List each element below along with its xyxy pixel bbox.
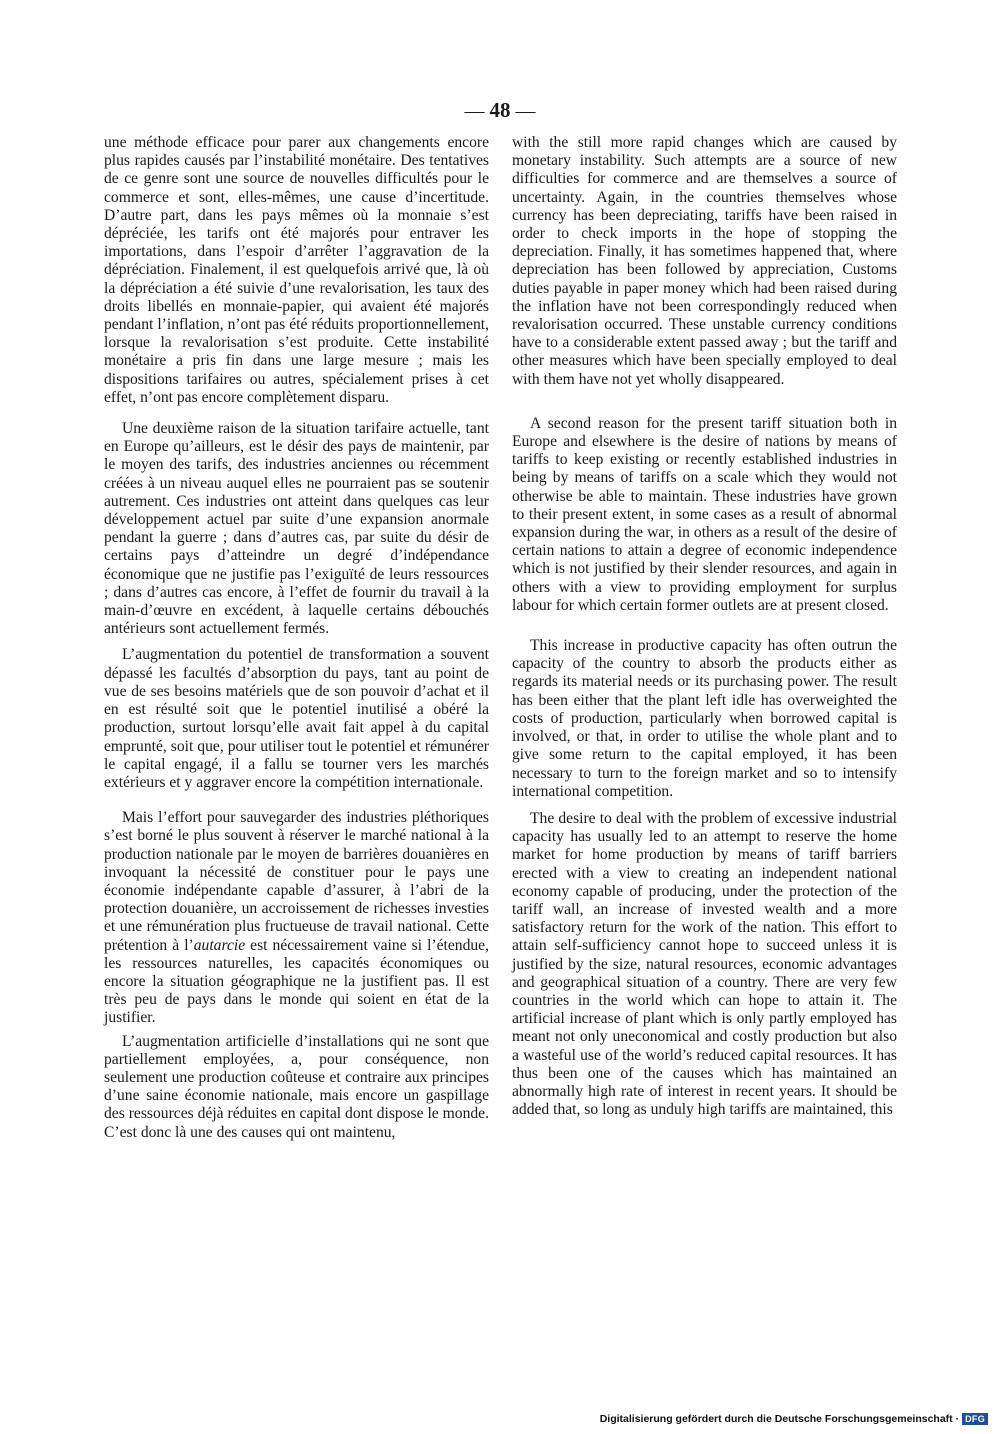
- dfg-logo-icon: DFG: [962, 1413, 988, 1425]
- french-paragraph-4: [104, 809, 489, 1027]
- page-number: [0, 98, 1000, 123]
- digitization-credit: [600, 1413, 988, 1425]
- french-paragraph-3: L’augmentation du potentiel de transformation a souvent dépassé les facultés d’absorption du pays, tant au point de vue de ses besoins matériels que de son pouvoir d’achat et il en est résulté soit que le potentiel inutilisé a obéré la production, surtout lorsqu’elle avait fait appel à du capital emprunté, soit que, pour utiliser tout le potentiel et rémunérer le capital engagé, il a fallu se tourner vers les marchés extérieurs et y aggraver encore la compétition internationale.: [104, 646, 489, 791]
- page-number-dash-left: —: [464, 100, 485, 122]
- english-paragraph-1: with the still more rapid changes which are caused by monetary instability. Such attempts are a source of new difficulties for commerce and are themselves a source of uncertainty. Again, in the countries themselves whose currency has been depreciating, tariffs have been raised in order to check imports in the hope of stopping the depreciation. Finally, it has sometimes happened that, where depreciation has been followed by appreciation, Customs duties payable in paper money which had been raised during the inflation have not been correspondingly reduced when revalorisation occurred. These unstable currency conditions have to a considerable extent passed away ; but the tariff and other measures which have been specially employed to deal with them have not yet wholly disappeared.: [512, 134, 897, 388]
- french-autarcie-term: autarcie: [193, 936, 246, 954]
- digitization-credit-text: Digitalisierung gefördert durch die Deutsche Forschungsgemeinschaft ·: [599, 1413, 960, 1425]
- french-paragraph-4-start: Mais l’effort pour sauvegarder des industries pléthoriques s’est borné le plus souvent à réserver le marché national à la production nationale par le moyen de barrières douanières en invoquant la nécessité de constituer pour le pays une économie indépendante capable d’assurer, à l’abri de la protection douanière, un accroissement de richesses investies et une rémunération plus fructueuse de travail national. Cette prétention à l’: [104, 809, 489, 954]
- french-column: [104, 134, 489, 1142]
- french-paragraph-2: Une deuxième raison de la situation tarifaire actuelle, tant en Europe qu’ailleurs, est le désir des pays de maintenir, par le moyen des tarifs, des industries anciennes ou récemment créées à un niveau auquel elles ne pourraient pas se soutenir autrement. Ces industries ont atteint dans quelques cas leur développement actuel par suite d’une expansion anormale pendant la guerre ; dans d’autres cas, par suite du désir de certains pays d’atteindre un degré d’indépendance économique que ne justifie pas l’exiguïté de leurs ressources ; dans d’autres cas encore, à l’effet de fournir du travail à la main-d’œuvre en excédent, à laquelle certains débouchés antérieurs sont actuellement fermés.: [104, 420, 489, 638]
- french-paragraph-4-end: est nécessairement vaine si l’étendue, les ressources naturelles, les capacités économiques ou encore la situation géographique ne la justifient pas. Il est très peu de pays dans le monde qui soient en état de la justifier.: [104, 936, 489, 1027]
- english-paragraph-3: This increase in productive capacity has often outrun the capacity of the country to absorb the products either as regards its material needs or its purchasing power. The result has been either that the plant left idle has overweighted the costs of production, particularly when borrowed capital is involved, or that, in order to utilise the whole plant and to give some return to the capital employed, it has been necessary to turn to the foreign market and so to intensify international competition.: [512, 637, 897, 800]
- page-number-value: 48: [489, 98, 511, 122]
- french-paragraph-1: une méthode efficace pour parer aux changements encore plus rapides causés par l’instabilité monétaire. Des tentatives de ce genre sont une source de nouvelles difficultés pour le commerce et sont, elles-mêmes, une cause d’incertitude. D’autre part, dans les pays mêmes où la monnaie s’est dépréciée, les tarifs ont été majorés pour entraver les importations, dans l’espoir d’arrêter l’aggravation de la dépréciation. Finalement, il est quelquefois arrivé que, là où la dépréciation a été suivie d’une revalorisation, les taux des droits libellés en monnaie-papier, qui avaient été majorés pendant l’inflation, n’ont pas été réduits proportionnellement, lorsque la revalorisation s’est produite. Cette instabilité monétaire a pris fin dans une large mesure ; mais les dispositions tarifaires ou autres, spécialement prises à cet effet, n’ont pas encore complètement disparu.: [104, 134, 489, 406]
- french-paragraph-5: L’augmentation artificielle d’installations qui ne sont que partiellement employées, a, pour conséquence, non seulement une production coûteuse et contraire aux principes d’une saine économie nationale, mais encore un gaspillage des ressources déjà réduites en capital dont dispose le monde. C’est donc là une des causes qui ont maintenu,: [104, 1032, 489, 1141]
- english-paragraph-2: A second reason for the present tariff situation both in Europe and elsewhere is the desire of nations by means of tariffs to keep existing or recently established industries in being by means of tariffs on a scale which they would not otherwise be able to maintain. These industries have grown to their present extent, in some cases as a result of abnormal expansion during the war, in others as a result of the desire of certain nations to attain a degree of economic independence which is not justified by their slender resources, and again in others with a view to providing employment for surplus labour for which certain former outlets are at present closed.: [512, 414, 897, 614]
- page-number-dash-right: —: [515, 100, 536, 122]
- english-paragraph-4: The desire to deal with the problem of excessive industrial capacity has usually led to an attempt to reserve the home market for home production by means of tariff barriers erected with a view to creating an independent national economy capable of producing, under the protection of the tariff wall, an increase of invested wealth and a more satisfactory return for the work of the nation. This effort to attain self-sufficiency cannot hope to succeed unless it is justified by the size, natural resources, economic advantages and geographical situation of a country. There are very few countries in the world which can hope to attain it. The artificial increase of plant which is only partly employed has meant not only uneconomical and costly production but also a wasteful use of the world’s reduced capital resources. It has thus been one of the causes which has maintained an abnormally high rate of interest in recent years. It should be added that, so long as unduly high tariffs are maintained, this: [512, 809, 897, 1119]
- english-column: [512, 134, 897, 1119]
